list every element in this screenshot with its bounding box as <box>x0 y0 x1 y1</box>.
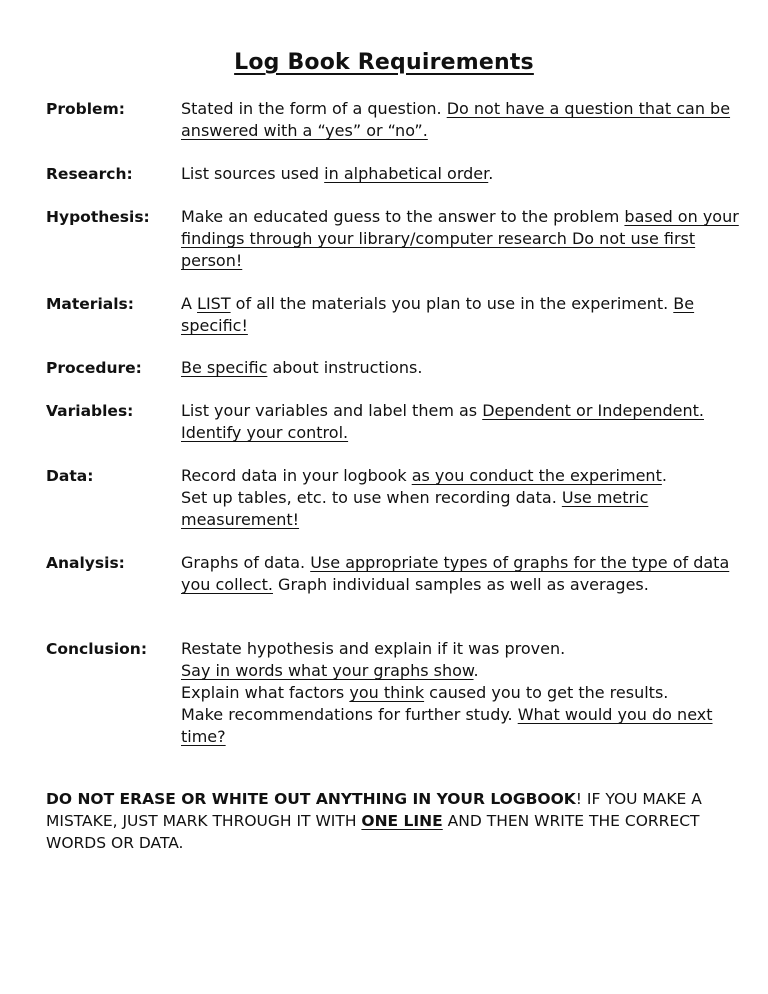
section-body <box>181 98 741 142</box>
warning-text: AND THEN WRITE THE CORRECT WORDS OR DATA. <box>46 812 700 852</box>
body-text: A <box>181 294 198 313</box>
section-body <box>181 465 741 531</box>
underlined-text: Do not have a question that can be answered with a “yes” or “no”. <box>181 99 731 140</box>
underlined-text: Say in words what your graphs show <box>181 661 474 680</box>
body-text: List your variables and label them as <box>181 401 483 420</box>
body-line <box>181 704 741 748</box>
body-text: Explain what factors <box>181 683 350 702</box>
section-label: Materials: <box>46 295 134 313</box>
body-text: of all the materials you plan to use in the experiment. <box>230 294 674 313</box>
section-body <box>181 357 741 379</box>
body-text: List sources used <box>181 164 325 183</box>
body-text: . <box>473 661 479 680</box>
underlined-text: Use appropriate types of graphs for the type of data you collect. <box>181 553 730 594</box>
section-label: Data: <box>46 467 94 485</box>
body-text: Graphs of data. <box>181 553 311 572</box>
underlined-text: as you conduct the experiment <box>411 466 662 485</box>
body-text: . <box>661 466 667 485</box>
warning-emphasis: ONE LINE <box>361 812 443 830</box>
section-label: Analysis: <box>46 554 125 572</box>
underlined-text: Be specific! <box>181 294 695 335</box>
page-title: Log Book Requirements <box>234 50 534 75</box>
section-label: Variables: <box>46 402 134 420</box>
body-line <box>181 487 741 531</box>
underlined-text: based on your findings through your library/computer research Do not use first person! <box>181 207 739 270</box>
underlined-text: LIST <box>197 294 231 313</box>
body-text: caused you to get the results. <box>424 683 669 702</box>
section-label: Research: <box>46 165 133 183</box>
underlined-text: Use metric measurement! <box>181 488 649 529</box>
section-label: Procedure: <box>46 359 142 377</box>
section-label: Conclusion: <box>46 640 148 658</box>
section-label: Hypothesis: <box>46 208 150 226</box>
body-line <box>181 682 741 704</box>
body-line <box>181 465 741 487</box>
warning-bold-text: DO NOT ERASE OR WHITE OUT ANYTHING IN YOUR LOGBOOK <box>46 790 576 808</box>
section-body <box>181 552 741 596</box>
section-body <box>181 206 741 272</box>
underlined-text: Dependent or Independent. Identify your control. <box>181 401 704 442</box>
body-text: Record data in your logbook <box>181 466 412 485</box>
section-body <box>181 163 741 185</box>
underlined-text: you think <box>349 683 425 702</box>
warning-paragraph <box>46 788 736 854</box>
body-line <box>181 660 741 682</box>
underlined-text: Be specific <box>181 358 268 377</box>
body-text: . <box>488 164 494 183</box>
section-body <box>181 293 741 337</box>
section-body <box>181 400 741 444</box>
underlined-text: in alphabetical order <box>324 164 489 183</box>
body-text: Make an educated guess to the answer to the problem <box>181 207 625 226</box>
body-line: Restate hypothesis and explain if it was proven. <box>181 639 566 658</box>
section-body <box>181 638 741 748</box>
body-text: Set up tables, etc. to use when recording data. <box>181 488 562 507</box>
body-text: about instructions. <box>267 358 423 377</box>
body-text: Graph individual samples as well as averages. <box>272 575 649 594</box>
body-text: Stated in the form of a question. <box>181 99 447 118</box>
body-text: Make recommendations for further study. <box>181 705 518 724</box>
warning-text: ! IF YOU MAKE A MISTAKE, JUST MARK THROUGH IT WITH <box>46 790 702 830</box>
underlined-text: What would you do next time? <box>181 705 713 746</box>
section-label: Problem: <box>46 100 125 118</box>
